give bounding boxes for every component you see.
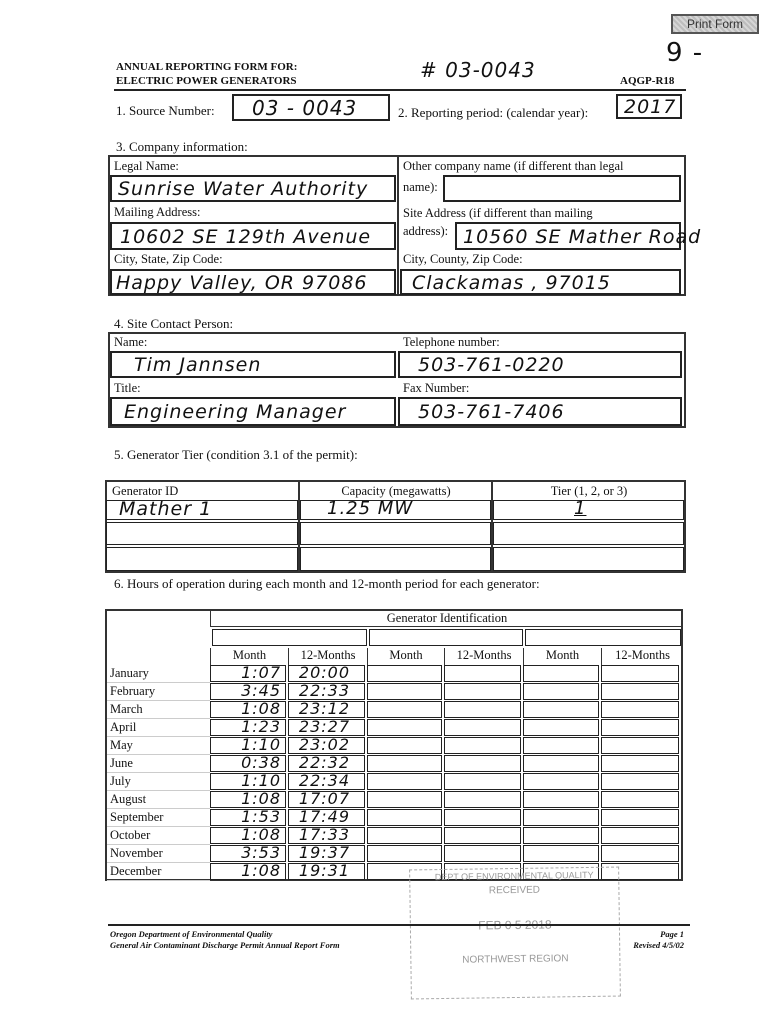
hours-cell-gen3-month[interactable] (523, 719, 599, 736)
subheader-12months-1: 12-Months (288, 648, 367, 665)
header-divider (114, 89, 686, 91)
site-address-value: 10560 SE Mather Road (463, 226, 702, 248)
hours-cell-gen3-month[interactable] (523, 827, 599, 844)
city-county-zip-label: City, County, Zip Code: (403, 252, 523, 266)
hours-cell-gen1-month[interactable] (210, 755, 286, 772)
contact-name-field[interactable] (110, 351, 396, 378)
hours-cell-gen3-12months[interactable] (601, 683, 679, 700)
footer-agency-line2: General Air Contaminant Discharge Permit Annual Report Form (110, 940, 340, 950)
hours-cell-gen1-12months[interactable] (288, 683, 365, 700)
city-county-zip-value: Clackamas , 97015 (412, 272, 611, 294)
mailing-address-label: Mailing Address: (114, 205, 201, 219)
hours-cell-gen1-12months[interactable] (288, 809, 365, 826)
hours-cell-gen3-month[interactable] (523, 665, 599, 682)
generator-id-field-3[interactable] (106, 547, 298, 571)
hours-cell-gen3-month[interactable] (523, 773, 599, 790)
hours-row (107, 665, 682, 683)
hours-row (107, 719, 682, 737)
hours-cell-gen3-12months[interactable] (601, 809, 679, 826)
hours-value: 1:08 (241, 825, 281, 844)
hours-generator-id-3[interactable] (525, 629, 681, 646)
generator-tier-heading: 5. Generator Tier (condition 3.1 of the permit): (114, 447, 358, 462)
legal-name-field[interactable] (110, 175, 396, 202)
company-info-heading: 3. Company information: (116, 139, 248, 154)
hours-cell-gen3-month[interactable] (523, 683, 599, 700)
hours-cell-gen1-12months[interactable] (288, 773, 365, 790)
hours-cell-gen2-12months[interactable] (444, 701, 521, 718)
hours-cell-gen1-month[interactable] (210, 791, 286, 808)
col-tier: Tier (1, 2, or 3) (550, 484, 628, 498)
col-generator-id: Generator ID (112, 484, 179, 498)
tier-field-2[interactable] (493, 522, 684, 545)
hours-cell-gen2-month[interactable] (367, 701, 442, 718)
hours-value: 17:33 (298, 825, 350, 844)
hours-rows (107, 665, 682, 881)
hours-value: 1:10 (241, 771, 281, 790)
reporting-year-value: 2017 (624, 96, 677, 118)
hours-value: 17:49 (298, 807, 350, 826)
hours-cell-gen3-month[interactable] (523, 701, 599, 718)
city-state-zip-value: Happy Valley, OR 97086 (116, 272, 368, 294)
hours-value: 22:32 (298, 753, 350, 772)
hours-row (107, 827, 682, 845)
reporting-period-label: 2. Reporting period: (calendar year): (398, 105, 589, 120)
form-title-line1: ANNUAL REPORTING FORM FOR: (116, 61, 298, 73)
hours-generator-id-1[interactable] (212, 629, 367, 646)
handwritten-page-number: 9 - (666, 38, 704, 68)
site-address-label: Site Address (if different than mailing (403, 206, 593, 220)
hours-cell-gen1-month[interactable] (210, 719, 286, 736)
month-label: April (107, 719, 210, 737)
hours-cell-gen1-month[interactable] (210, 665, 286, 682)
hours-value: 3:53 (241, 843, 281, 862)
capacity-field-2[interactable] (300, 522, 491, 545)
hours-cell-gen2-month[interactable] (367, 665, 442, 682)
footer-agency (110, 929, 340, 951)
contact-title-label: Title: (114, 381, 141, 395)
hours-cell-gen1-month[interactable] (210, 701, 286, 718)
legal-name-value: Sunrise Water Authority (118, 178, 369, 200)
hours-value: 3:45 (241, 681, 281, 700)
month-label: September (107, 809, 210, 827)
contact-name-label: Name: (114, 335, 148, 349)
mailing-address-value: 10602 SE 129th Avenue (120, 226, 372, 248)
hours-cell-gen3-month[interactable] (523, 845, 599, 862)
footer-page-info (618, 929, 684, 951)
hours-cell-gen1-12months[interactable] (288, 845, 365, 862)
site-address-label-cont: address): (403, 224, 449, 238)
hours-value: 17:07 (298, 789, 350, 808)
contact-title-value: Engineering Manager (124, 401, 347, 423)
hours-cell-gen2-12months[interactable] (444, 755, 521, 772)
hours-cell-gen1-month[interactable] (210, 773, 286, 790)
other-company-name-field[interactable] (443, 175, 681, 202)
telephone-label: Telephone number: (403, 335, 500, 349)
hours-value: 22:33 (298, 681, 350, 700)
hours-cell-gen1-month[interactable] (210, 809, 286, 826)
form-title (116, 60, 297, 88)
site-address-field[interactable] (455, 222, 702, 250)
month-label: May (107, 737, 210, 755)
generator-id-value: Mather 1 (119, 498, 213, 520)
hours-cell-gen3-month[interactable] (523, 791, 599, 808)
hours-row (107, 809, 682, 827)
print-form-button[interactable]: Print Form (671, 14, 759, 34)
month-label: June (107, 755, 210, 773)
hours-value: 1:23 (241, 717, 281, 736)
hours-value: 22:34 (298, 771, 350, 790)
hours-cell-gen3-12months[interactable] (601, 845, 679, 862)
capacity-field-3[interactable] (300, 547, 491, 571)
hours-cell-gen1-12months[interactable] (288, 719, 365, 736)
tier-field-3[interactable] (493, 547, 684, 571)
stamp-line-region: NORTHWEST REGION (462, 953, 569, 966)
fax-label: Fax Number: (403, 381, 470, 395)
hours-value: 23:27 (298, 717, 350, 736)
source-number-label: 1. Source Number: (116, 103, 215, 118)
hours-value: 1:08 (241, 699, 281, 718)
fax-field[interactable] (398, 397, 682, 426)
month-label: July (107, 773, 210, 791)
hours-cell-gen2-12months[interactable] (444, 791, 521, 808)
hours-value: 1:53 (241, 807, 281, 826)
hours-cell-gen1-12months[interactable] (288, 665, 365, 682)
hours-cell-gen1-12months[interactable] (288, 791, 365, 808)
hours-row (107, 773, 682, 791)
city-county-zip-field[interactable] (400, 269, 681, 295)
hours-cell-gen2-12months[interactable] (444, 827, 521, 844)
form-code: AQGP-R18 (620, 75, 675, 87)
month-label: August (107, 791, 210, 809)
hours-cell-gen3-12months[interactable] (601, 701, 679, 718)
legal-name-label: Legal Name: (114, 159, 179, 173)
hours-cell-gen2-month[interactable] (367, 845, 442, 862)
footer-agency-line1: Oregon Department of Environmental Quality (110, 929, 273, 939)
hours-cell-gen3-month[interactable] (523, 809, 599, 826)
hours-cell-gen3-month[interactable] (523, 755, 599, 772)
month-label: December (107, 863, 210, 881)
subheader-month-3: Month (523, 648, 601, 665)
source-number-value: 03 - 0043 (252, 96, 358, 120)
telephone-value: 503-761-0220 (418, 354, 565, 376)
subheader-month-2: Month (367, 648, 444, 665)
month-label: March (107, 701, 210, 719)
hours-cell-gen1-12months[interactable] (288, 701, 365, 718)
hours-cell-gen1-month[interactable] (210, 827, 286, 844)
hours-cell-gen2-12months[interactable] (444, 845, 521, 862)
stamp-line-received: RECEIVED (488, 884, 541, 897)
hours-row (107, 701, 682, 719)
hours-cell-gen2-month[interactable] (367, 683, 442, 700)
tier-field[interactable] (493, 500, 684, 520)
hours-cell-gen2-month[interactable] (367, 755, 442, 772)
hours-heading: 6. Hours of operation during each month and 12-month period for each generator: (114, 576, 540, 591)
received-stamp (409, 867, 621, 1000)
hours-cell-gen1-month[interactable] (210, 845, 286, 862)
hours-cell-gen3-12months[interactable] (601, 773, 679, 790)
hours-cell-gen1-month[interactable] (210, 683, 286, 700)
hours-cell-gen3-12months[interactable] (601, 719, 679, 736)
hours-cell-gen3-12months[interactable] (601, 755, 679, 772)
footer-page-number: Page 1 (660, 929, 684, 939)
hours-cell-gen2-month[interactable] (367, 737, 442, 754)
city-state-zip-label: City, State, Zip Code: (114, 252, 223, 266)
subheader-month-1: Month (210, 648, 288, 665)
hours-cell-gen1-month[interactable] (210, 737, 286, 754)
hours-cell-gen1-12months[interactable] (288, 755, 365, 772)
hours-cell-gen3-12months[interactable] (601, 791, 679, 808)
hours-value: 1:08 (241, 789, 281, 808)
hours-cell-gen1-12months[interactable] (288, 863, 365, 880)
hours-row (107, 791, 682, 809)
subheader-12months-3: 12-Months (601, 648, 683, 665)
hours-cell-gen2-month[interactable] (367, 719, 442, 736)
generator-id-field[interactable] (106, 500, 298, 520)
hours-cell-gen2-12months[interactable] (444, 773, 521, 790)
fax-value: 503-761-7406 (418, 401, 565, 423)
subheader-12months-2: 12-Months (444, 648, 523, 665)
generator-id-field-2[interactable] (106, 522, 298, 545)
other-name-label-cont: name): (403, 180, 438, 194)
hours-cell-gen1-12months[interactable] (288, 827, 365, 844)
hours-row (107, 737, 682, 755)
hours-value: 23:12 (298, 699, 350, 718)
hours-cell-gen2-12months[interactable] (444, 809, 521, 826)
hours-cell-gen1-12months[interactable] (288, 737, 365, 754)
month-label: November (107, 845, 210, 863)
hours-row (107, 683, 682, 701)
hours-cell-gen2-month[interactable] (367, 773, 442, 790)
tier-value: 1 (574, 498, 587, 519)
month-label: January (107, 665, 210, 683)
site-contact-heading: 4. Site Contact Person: (114, 316, 234, 331)
hours-cell-gen2-month[interactable] (367, 791, 442, 808)
hours-cell-gen2-12months[interactable] (444, 665, 521, 682)
telephone-field[interactable] (398, 351, 682, 378)
month-label: February (107, 683, 210, 701)
hours-cell-gen2-month[interactable] (367, 809, 442, 826)
col-capacity: Capacity (megawatts) (341, 484, 451, 498)
footer-revised-date: Revised 4/5/02 (633, 940, 684, 950)
company-info-divider (397, 155, 399, 296)
hours-cell-gen1-month[interactable] (210, 863, 286, 880)
hours-cell-gen3-month[interactable] (523, 737, 599, 754)
hours-cell-gen2-12months[interactable] (444, 737, 521, 754)
other-name-label: Other company name (if different than legal (403, 159, 624, 173)
hours-cell-gen2-month[interactable] (367, 827, 442, 844)
contact-title-field[interactable] (110, 397, 396, 426)
contact-name-value: Tim Jannsen (134, 354, 262, 376)
hours-generator-id-2[interactable] (369, 629, 523, 646)
hours-value: 20:00 (298, 663, 350, 682)
hours-cell-gen3-12months[interactable] (601, 827, 679, 844)
hours-value: 19:31 (298, 861, 350, 880)
capacity-field[interactable] (300, 500, 491, 520)
hours-value: 1:10 (241, 735, 281, 754)
footer-divider (108, 924, 690, 926)
hours-row (107, 755, 682, 773)
hours-cell-gen3-12months[interactable] (601, 737, 679, 754)
hours-row (107, 845, 682, 863)
hours-value: 23:02 (298, 735, 350, 754)
hours-cell-gen2-12months[interactable] (444, 719, 521, 736)
handwritten-reference: # 03-0043 (420, 58, 536, 82)
stamp-line-dept: DEPT OF ENVIRONMENTAL QUALITY (434, 869, 594, 883)
hours-cell-gen3-12months[interactable] (601, 665, 679, 682)
hours-value: 1:07 (241, 663, 281, 682)
hours-value: 0:38 (241, 753, 281, 772)
month-label: October (107, 827, 210, 845)
capacity-value: 1.25 MW (327, 498, 414, 519)
form-title-line2: ELECTRIC POWER GENERATORS (116, 75, 297, 87)
source-number-field[interactable] (232, 94, 390, 121)
hours-value: 1:08 (241, 861, 281, 880)
generator-identification-header: Generator Identification (210, 609, 683, 627)
city-state-zip-field[interactable] (110, 269, 396, 295)
hours-cell-gen2-12months[interactable] (444, 683, 521, 700)
mailing-address-field[interactable] (110, 222, 396, 250)
reporting-year-field[interactable] (616, 94, 682, 119)
hours-value: 19:37 (298, 843, 350, 862)
